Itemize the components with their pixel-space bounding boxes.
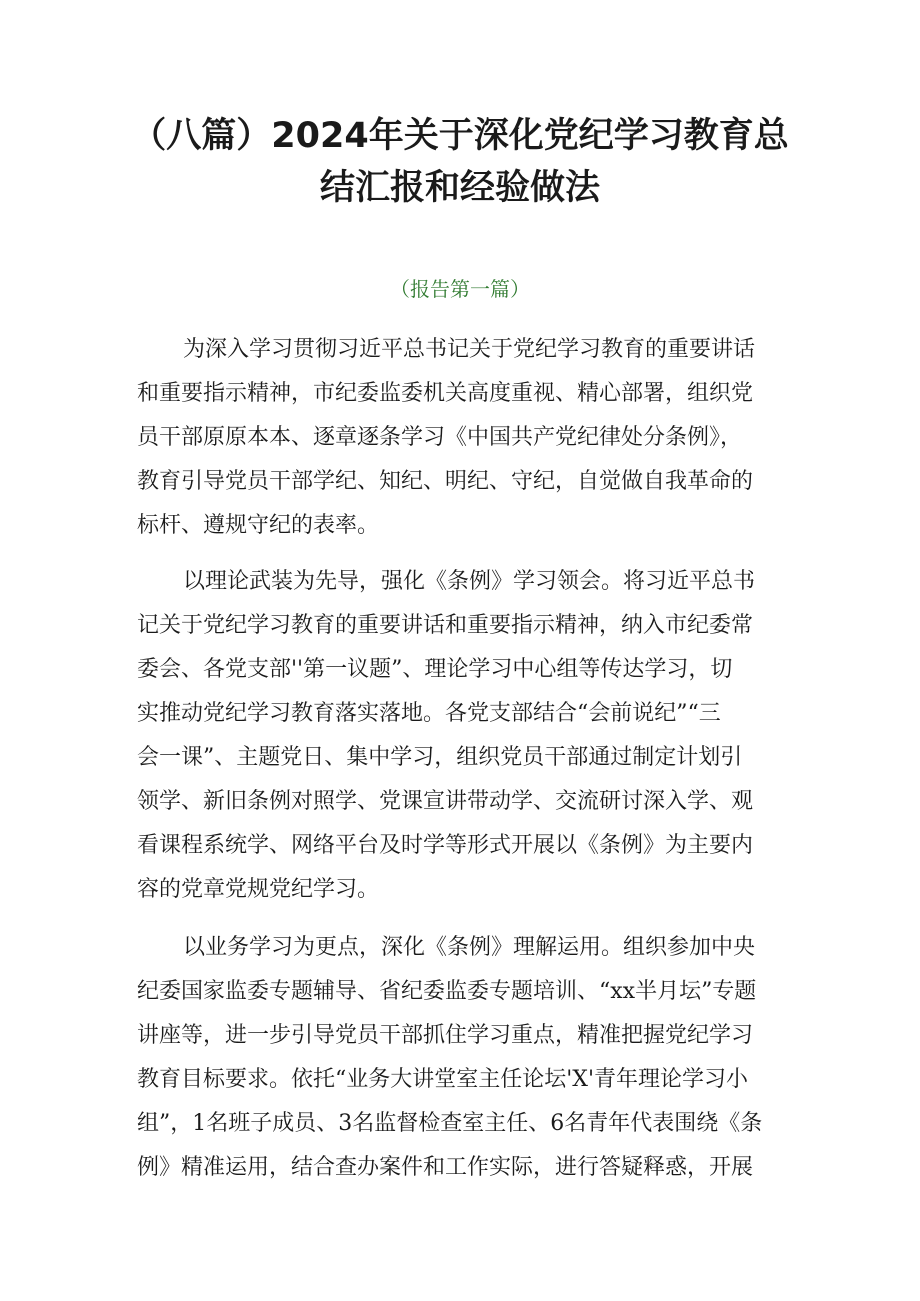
paragraph-3-line: 纪委国家监委专题辅导、省纪委监委专题培训、“xx半月坛”专题: [137, 979, 757, 1004]
paragraph-3-line: 讲座等，进一步引导党员干部抓住学习重点，精准把握党纪学习: [137, 1023, 754, 1048]
paragraph-3-line: 例》精准运用，结合查办案件和工作实际，进行答疑释惑，开展: [137, 1155, 754, 1180]
paragraph-2-line: 看课程系统学、网络平台及时学等形式开展以《条例》为主要内: [137, 833, 754, 858]
paragraph-2-line: 会一课”、主题党日、集中学习，组织党员干部通过制定计划引: [137, 745, 743, 770]
paragraph-2-line: 以理论武装为先导，强化《条例》学习领会。将习近平总书: [183, 569, 756, 594]
paragraph-1-line: 标杆、遵规守纪的表率。: [137, 513, 380, 538]
paragraph-2-line: 容的党章党规党纪学习。: [137, 877, 380, 902]
paragraph-1-line: 和重要指示精神，市纪委监委机关高度重视、精心部署，组织党: [137, 381, 754, 406]
paragraph-1-line: 教育引导党员干部学纪、知纪、明纪、守纪，自觉做自我革命的: [137, 469, 754, 494]
paragraph-2-line: 记关于党纪学习教育的重要讲话和重要指示精神，纳入市纪委常: [137, 613, 754, 638]
section-subtitle: （报告第一篇）: [390, 277, 530, 301]
paragraph-3-line: 组”，1名班子成员、3名监督检查室主任、6名青年代表围绕《条: [137, 1111, 763, 1136]
document-title-line-2: 结汇报和经验做法: [319, 168, 600, 208]
paragraph-3-line: 教育目标要求。依托“业务大讲堂室主任论坛'X'青年理论学习小: [137, 1067, 749, 1092]
paragraph-2-line: 委会、各党支部''第一议题”、理论学习中心组等传达学习，切: [137, 657, 733, 682]
paragraph-3-line: 以业务学习为更点，深化《条例》理解运用。组织参加中央: [183, 935, 756, 960]
paragraph-2-line: 实推动党纪学习教育落实落地。各党支部结合“会前说纪”“三: [137, 701, 721, 726]
paragraph-1-line: 员干部原原本本、逐章逐条学习《中国共产党纪律处分条例》，: [137, 425, 743, 450]
document-title-line-1: （八篇）2024年关于深化党纪学习教育总: [131, 116, 789, 156]
paragraph-2-line: 领学、新旧条例对照学、党课宣讲带动学、交流研讨深入学、观: [137, 789, 754, 814]
paragraph-1-line: 为深入学习贯彻习近平总书记关于党纪学习教育的重要讲话: [183, 337, 756, 362]
